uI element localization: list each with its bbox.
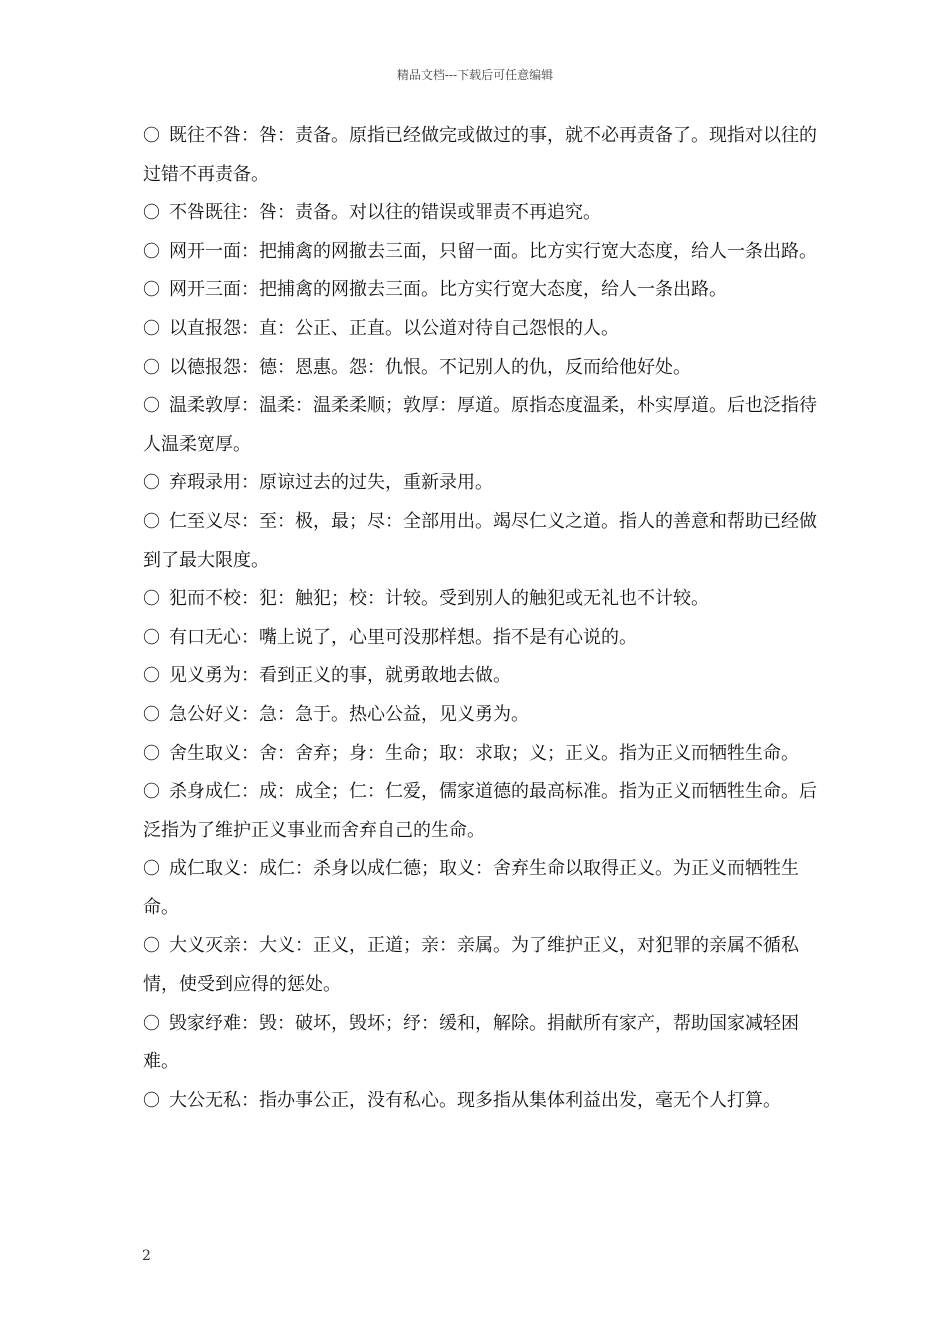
- entry-text: 以直报怨：直：公正、正直。以公道对待自己怨恨的人。: [169, 317, 619, 339]
- circle-bullet-icon: 〇: [143, 782, 160, 803]
- list-item: [143, 349, 823, 388]
- list-item: [143, 117, 823, 194]
- list-item: [143, 773, 823, 850]
- entry-text: 网开一面：把捕禽的网撤去三面，只留一面。比方实行宽大态度，给人一条出路。: [169, 240, 817, 262]
- entry-text: 网开三面：把捕禽的网撤去三面。比方实行宽大态度，给人一条出路。: [169, 279, 727, 301]
- list-item: [143, 1005, 823, 1082]
- circle-bullet-icon: 〇: [143, 203, 160, 224]
- circle-bullet-icon: 〇: [143, 241, 160, 262]
- list-item: [143, 310, 823, 349]
- entry-text: 弃瑕录用：原谅过去的过失，重新录用。: [169, 472, 493, 494]
- list-item: [143, 927, 823, 1004]
- list-item: [143, 233, 823, 272]
- circle-bullet-icon: 〇: [143, 318, 160, 339]
- circle-bullet-icon: 〇: [143, 1013, 160, 1034]
- entry-text: 以德报怨：德：恩惠。怨：仇恨。不记别人的仇，反而给他好处。: [169, 356, 691, 378]
- circle-bullet-icon: 〇: [143, 280, 160, 301]
- circle-bullet-icon: 〇: [143, 473, 160, 494]
- circle-bullet-icon: 〇: [143, 1090, 160, 1111]
- list-item: [143, 657, 823, 696]
- circle-bullet-icon: 〇: [143, 396, 160, 417]
- circle-bullet-icon: 〇: [143, 511, 160, 532]
- entry-text: 成仁取义：成仁：杀身以成仁德；取义：舍弃生命以取得正义。为正义而牺牲生命。: [143, 858, 799, 918]
- circle-bullet-icon: 〇: [143, 936, 160, 957]
- entry-text: 仁至义尽：至：极，最；尽：全部用出。竭尽仁义之道。指人的善意和帮助已经做到了最大限度。: [143, 510, 817, 571]
- entry-text: 犯而不校：犯：触犯；校：计较。受到别人的触犯或无礼也不计较。: [169, 588, 709, 610]
- entry-text: 有口无心：嘴上说了，心里可没那样想。指不是有心说的。: [169, 626, 637, 648]
- circle-bullet-icon: 〇: [143, 666, 160, 687]
- list-item: [143, 735, 823, 774]
- circle-bullet-icon: 〇: [143, 126, 160, 146]
- circle-bullet-icon: 〇: [143, 743, 160, 764]
- circle-bullet-icon: 〇: [143, 704, 160, 725]
- entry-text: 见义勇为：看到正义的事，就勇敢地去做。: [169, 665, 511, 687]
- list-item: [143, 1082, 823, 1121]
- entry-text: 毁家纾难：毁：破坏，毁坏；纾：缓和，解除。捐献所有家产，帮助国家减轻困难。: [143, 1012, 799, 1073]
- entry-text: 不咎既往：咎：责备。对以往的错误或罪责不再追究。: [169, 202, 601, 224]
- entry-text: 急公好义：急：急于。热心公益，见义勇为。: [169, 703, 529, 725]
- entry-text: 既往不咎：咎：责备。原指已经做完或做过的事，就不必再责备了。现指对以往的过错不再责备。: [143, 125, 817, 185]
- list-item: [143, 850, 823, 927]
- list-item: [143, 619, 823, 658]
- list-item: [143, 194, 823, 233]
- circle-bullet-icon: 〇: [143, 357, 160, 378]
- list-item: [143, 387, 823, 464]
- entry-text: 舍生取义：舍：舍弃；身：生命；取：求取；义；正义。指为正义而牺牲生命。: [169, 742, 799, 764]
- list-item: [143, 503, 823, 580]
- circle-bullet-icon: 〇: [143, 589, 160, 610]
- entry-text: 大公无私：指办事公正，没有私心。现多指从集体利益出发，毫无个人打算。: [169, 1089, 781, 1111]
- page-number: 2: [142, 1248, 151, 1264]
- list-item: [143, 464, 823, 503]
- list-item: [143, 580, 823, 619]
- list-item: [143, 271, 823, 310]
- entry-text: 大义灭亲：大义：正义，正道；亲：亲属。为了维护正义，对犯罪的亲属不循私情，使受到应得的惩处。: [143, 935, 799, 996]
- circle-bullet-icon: 〇: [143, 627, 160, 648]
- entry-text: 温柔敦厚：温柔：温柔柔顺；敦厚：厚道。原指态度温柔，朴实厚道。后也泛指待人温柔宽厚。: [143, 395, 817, 455]
- list-item: [143, 696, 823, 735]
- entry-text: 杀身成仁：成：成全；仁：仁爱，儒家道德的最高标准。指为正义而牺牲生命。后泛指为了维护正义事业而舍弃自己的生命。: [143, 781, 817, 841]
- page-header: 精品文档---下载后可任意编辑: [396, 68, 554, 82]
- circle-bullet-icon: 〇: [143, 859, 160, 880]
- idiom-list: [143, 117, 823, 1120]
